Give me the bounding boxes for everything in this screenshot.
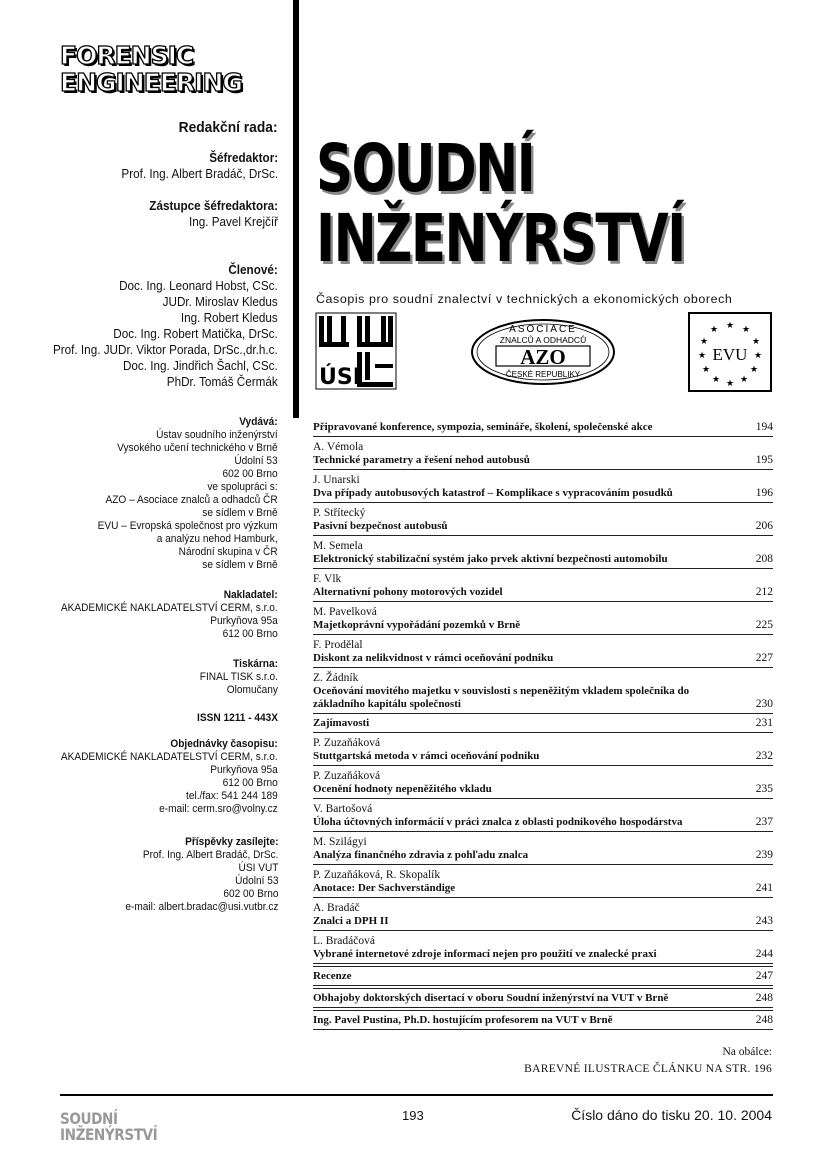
orders-line: Purkyňova 95a bbox=[210, 764, 278, 776]
forensic-engineering-title bbox=[60, 42, 242, 96]
forensic-line1: FORENSIC bbox=[60, 41, 194, 70]
svg-text:★: ★ bbox=[741, 325, 751, 335]
board-members-block bbox=[53, 262, 278, 390]
evu-logo bbox=[688, 312, 772, 397]
toc-entry bbox=[313, 931, 773, 964]
usi-text: ÚSI bbox=[319, 365, 361, 390]
svg-text:★: ★ bbox=[709, 325, 719, 335]
toc-entry bbox=[313, 668, 773, 714]
toc-title: Diskont za nelikvidnost v rámci oceňování podniku bbox=[313, 652, 554, 664]
publisher-line: se sídlem v Brně bbox=[202, 559, 278, 571]
toc-entry bbox=[313, 602, 773, 635]
contrib-line: Údolní 53 bbox=[234, 875, 278, 887]
svg-text:★: ★ bbox=[711, 375, 721, 385]
publisher-line: Údolní 53 bbox=[234, 455, 278, 467]
toc-author: M. Pavelková bbox=[313, 606, 377, 618]
board-member: Doc. Ing. Jindřich Šachl, CSc. bbox=[123, 358, 279, 373]
issn: ISSN 1211 - 443X bbox=[196, 712, 278, 724]
toc-author: J. Unarski bbox=[313, 474, 360, 486]
azo-bottom-text: ČESKÉ REPUBLIKY bbox=[505, 370, 581, 379]
contrib-line: ÚSI VUT bbox=[238, 862, 278, 874]
orders-line: AKADEMICKÉ NAKLADATELSTVÍ CERM, s.r.o. bbox=[61, 751, 278, 763]
nakladatel-line: 612 00 Brno bbox=[222, 628, 278, 640]
toc-author: A. Bradáč bbox=[313, 902, 360, 914]
toc-entry bbox=[313, 966, 773, 986]
tiskarna-line: Olomučany bbox=[226, 684, 278, 696]
publisher-lines bbox=[98, 429, 278, 572]
contrib-line: 602 00 Brno bbox=[222, 888, 278, 900]
publisher-line: AZO – Asociace znalců a odhadců ČR bbox=[105, 494, 278, 506]
toc-author: P. Zuzaňáková bbox=[313, 737, 381, 749]
publisher-line: Ústav soudního inženýrství bbox=[156, 429, 278, 441]
toc-page: 194 bbox=[755, 421, 773, 433]
svg-text:★: ★ bbox=[701, 365, 711, 375]
board-heading: Redakční rada: bbox=[179, 119, 278, 136]
board-member: Doc. Ing. Robert Matička, DrSc. bbox=[113, 326, 278, 341]
toc-author: P. Střítecký bbox=[313, 507, 366, 519]
toc-entry bbox=[313, 714, 773, 733]
toc-page: 212 bbox=[755, 586, 773, 598]
cover-note-text: BAREVNÉ ILUSTRACE ČLÁNKU NA STR. 196 bbox=[524, 1063, 772, 1075]
page-number: 193 bbox=[402, 1108, 424, 1123]
toc-entry bbox=[313, 766, 773, 799]
toc-title: Vybrané internetové zdroje informací nejen pro použití ve znalecké praxi bbox=[313, 948, 657, 960]
svg-text:★: ★ bbox=[753, 351, 763, 361]
tiskarna-line: FINAL TISK s.r.o. bbox=[199, 671, 278, 683]
board-member: Prof. Ing. JUDr. Viktor Porada, DrSc.,dr.h.c. bbox=[53, 342, 278, 357]
publisher-label: Vydává: bbox=[239, 416, 278, 428]
toc-title: Stuttgartská metoda v rámci oceňování podniku bbox=[313, 750, 540, 762]
orders-label: Objednávky časopisu: bbox=[170, 738, 278, 750]
svg-text:★: ★ bbox=[725, 379, 735, 389]
journal-title-line2: INŽENÝRSTVÍ bbox=[316, 200, 685, 277]
toc-author: Z. Žádník bbox=[313, 672, 359, 684]
toc-page: 208 bbox=[755, 553, 773, 565]
toc-title: Zajímavosti bbox=[313, 717, 370, 729]
toc-entry bbox=[313, 569, 773, 602]
footer-logo-line2: INŽENÝRSTVÍ bbox=[60, 1125, 158, 1144]
toc-page: 235 bbox=[755, 783, 773, 795]
toc-page: 225 bbox=[755, 619, 773, 631]
orders-line: e-mail: cerm.sro@volny.cz bbox=[159, 803, 278, 815]
toc-title: Majetkoprávní vypořádání pozemků v Brně bbox=[313, 619, 521, 631]
toc-title: Elektronický stabilizační systém jako prvek aktivní bezpečnosti automobilu bbox=[313, 553, 668, 565]
svg-text:★: ★ bbox=[699, 337, 709, 347]
board-member: JUDr. Miroslav Kledus bbox=[162, 294, 278, 309]
contrib-block bbox=[125, 836, 278, 914]
toc-title: Obhajoby doktorských disertací v oboru Soudní inženýrství na VUT v Brně bbox=[313, 992, 669, 1004]
members-label: Členové: bbox=[228, 262, 278, 277]
nakladatel-line: Purkyňova 95a bbox=[210, 615, 278, 627]
board-member: Doc. Ing. Leonard Hobst, CSc. bbox=[119, 278, 278, 293]
toc-entry bbox=[313, 418, 773, 437]
toc-author: F. Vlk bbox=[313, 573, 342, 585]
orders-block bbox=[61, 738, 278, 816]
toc-author: A. Vémola bbox=[313, 441, 364, 453]
toc-entry bbox=[313, 898, 773, 931]
board-deputy-block bbox=[149, 198, 278, 230]
toc-entry bbox=[313, 470, 773, 503]
svg-text:★: ★ bbox=[751, 337, 761, 347]
board-member: Ing. Robert Kledus bbox=[181, 310, 278, 325]
toc-title: Anotace: Der Sachverständige bbox=[313, 882, 456, 894]
footer-logo bbox=[60, 1111, 157, 1143]
toc-entry bbox=[313, 832, 773, 865]
toc-title: Ing. Pavel Pustina, Ph.D. hostujícím profesorem na VUT v Brně bbox=[313, 1014, 613, 1026]
toc-page: 239 bbox=[755, 849, 773, 861]
toc-page: 206 bbox=[755, 520, 773, 532]
chief-name: Prof. Ing. Albert Bradáč, DrSc. bbox=[121, 166, 278, 181]
toc-author: P. Zuzaňáková bbox=[313, 770, 381, 782]
board-member: PhDr. Tomáš Čermák bbox=[167, 374, 278, 389]
toc-author: L. Bradáčová bbox=[313, 935, 375, 947]
azo-logo bbox=[470, 318, 616, 391]
orders-lines bbox=[61, 751, 278, 816]
toc-author: V. Bartošová bbox=[313, 803, 373, 815]
contrib-lines bbox=[125, 849, 278, 914]
toc-title: Technické parametry a řešení nehod autobusů bbox=[313, 454, 530, 466]
toc-page: 248 bbox=[755, 1014, 773, 1026]
svg-text:★: ★ bbox=[697, 351, 707, 361]
toc-title: Recenze bbox=[313, 970, 352, 982]
toc-author: P. Zuzaňáková, R. Skopalík bbox=[313, 869, 441, 881]
publisher-line: EVU – Evropská společnost pro výzkum bbox=[98, 520, 278, 532]
toc-page: 232 bbox=[755, 750, 773, 762]
forensic-line2: ENGINEERING bbox=[60, 68, 242, 97]
toc-page: 241 bbox=[755, 882, 773, 894]
chief-label: Šéfredaktor: bbox=[209, 150, 278, 165]
toc-page: 196 bbox=[755, 487, 773, 499]
toc-page: 247 bbox=[755, 970, 773, 982]
toc-title: Připravované konference, sympozia, semináře, školení, společenské akce bbox=[313, 421, 653, 433]
toc-entry bbox=[313, 865, 773, 898]
usi-logo bbox=[315, 312, 397, 395]
toc-entry bbox=[313, 437, 773, 470]
publisher-line: Vysokého učení technického v Brně bbox=[117, 442, 279, 454]
toc-entry bbox=[313, 503, 773, 536]
contrib-label: Příspěvky zasílejte: bbox=[184, 836, 278, 848]
board-chief-block bbox=[121, 150, 278, 182]
svg-text:★: ★ bbox=[749, 365, 759, 375]
publisher-line: 602 00 Brno bbox=[222, 468, 278, 480]
toc-title: Pasivní bezpečnost autobusů bbox=[313, 520, 448, 532]
toc-page: 237 bbox=[755, 816, 773, 828]
toc-title: Úloha účtovných informácií v práci znalca z oblasti podnikového hospodárstva bbox=[313, 816, 683, 828]
orders-line: 612 00 Brno bbox=[222, 777, 278, 789]
toc-title: Alternativní pohony motorových vozidel bbox=[313, 586, 503, 598]
toc-title: Znalci a DPH II bbox=[313, 915, 389, 927]
toc-title: Analýza finančného zdravia z pohľadu znalca bbox=[313, 849, 529, 861]
toc-page: 231 bbox=[755, 717, 773, 729]
publisher-line: Národní skupina v ČR bbox=[178, 546, 278, 558]
toc-page: 227 bbox=[755, 652, 773, 664]
orders-line: tel./fax: 541 244 189 bbox=[186, 790, 278, 802]
toc-page: 248 bbox=[755, 992, 773, 1004]
toc-author: F. Prodělal bbox=[313, 639, 363, 651]
toc-entry bbox=[313, 733, 773, 766]
publisher-block bbox=[98, 416, 278, 572]
toc-title: Oceňování movitého majetku v souvislosti s nepeněžitým vkladem společníka do základního kapitálu společnosti bbox=[313, 685, 690, 710]
nakladatel-line: AKADEMICKÉ NAKLADATELSTVÍ CERM, s.r.o. bbox=[61, 602, 278, 614]
footer-rule bbox=[60, 1094, 773, 1096]
publisher-line: ve spolupráci s: bbox=[207, 481, 278, 493]
toc-entry bbox=[313, 1010, 773, 1030]
journal-subtitle: Časopis pro soudní znalectví v technických a ekonomických oborech bbox=[316, 292, 733, 306]
tiskarna-lines bbox=[200, 671, 278, 697]
toc-entry bbox=[313, 799, 773, 832]
toc-page: 230 bbox=[755, 698, 773, 710]
toc-page: 195 bbox=[755, 454, 773, 466]
publisher-line: a analýzu nehod Hamburk, bbox=[157, 533, 278, 545]
nakladatel-label: Nakladatel: bbox=[223, 589, 278, 601]
toc-page: 244 bbox=[755, 948, 773, 960]
nakladatel-lines bbox=[61, 602, 278, 641]
toc-entry bbox=[313, 988, 773, 1008]
tiskarna-block bbox=[200, 658, 278, 697]
azo-middle-text: ZNALCŮ A ODHADCŮ bbox=[499, 335, 587, 345]
toc-author: M. Szilágyi bbox=[313, 836, 367, 848]
print-date: Číslo dáno do tisku 20. 10. 2004 bbox=[571, 1107, 772, 1123]
toc-entry bbox=[313, 536, 773, 569]
toc-entry bbox=[313, 635, 773, 668]
evu-text: EVU bbox=[712, 345, 748, 364]
vertical-divider bbox=[293, 0, 299, 418]
deputy-name: Ing. Pavel Krejčíř bbox=[188, 214, 278, 229]
tiskarna-label: Tiskárna: bbox=[233, 658, 278, 670]
table-of-contents bbox=[313, 418, 773, 1030]
azo-top-text: ASOCIACE bbox=[509, 324, 577, 335]
toc-title: Dva případy autobusových katastrof – Komplikace s vypracováním posudků bbox=[313, 487, 673, 499]
toc-title: Ocenění hodnoty nepeněžitého vkladu bbox=[313, 783, 492, 795]
toc-page: 243 bbox=[755, 915, 773, 927]
members-list bbox=[53, 278, 278, 390]
publisher-line: se sídlem v Brně bbox=[202, 507, 278, 519]
deputy-label: Zástupce šéfredaktora: bbox=[149, 198, 278, 213]
svg-text:★: ★ bbox=[739, 375, 749, 385]
contrib-line: Prof. Ing. Albert Bradáč, DrSc. bbox=[142, 849, 278, 861]
footer-logo-line1: SOUDNÍ bbox=[60, 1109, 118, 1128]
journal-title-line1: SOUDNÍ bbox=[316, 130, 535, 207]
svg-text:★: ★ bbox=[725, 321, 735, 331]
nakladatel-block bbox=[61, 589, 278, 641]
toc-author: M. Semela bbox=[313, 540, 363, 552]
azo-main-text: AZO bbox=[520, 345, 566, 369]
cover-note-label: Na obálce: bbox=[722, 1046, 772, 1058]
contrib-line: e-mail: albert.bradac@usi.vutbr.cz bbox=[124, 901, 278, 913]
